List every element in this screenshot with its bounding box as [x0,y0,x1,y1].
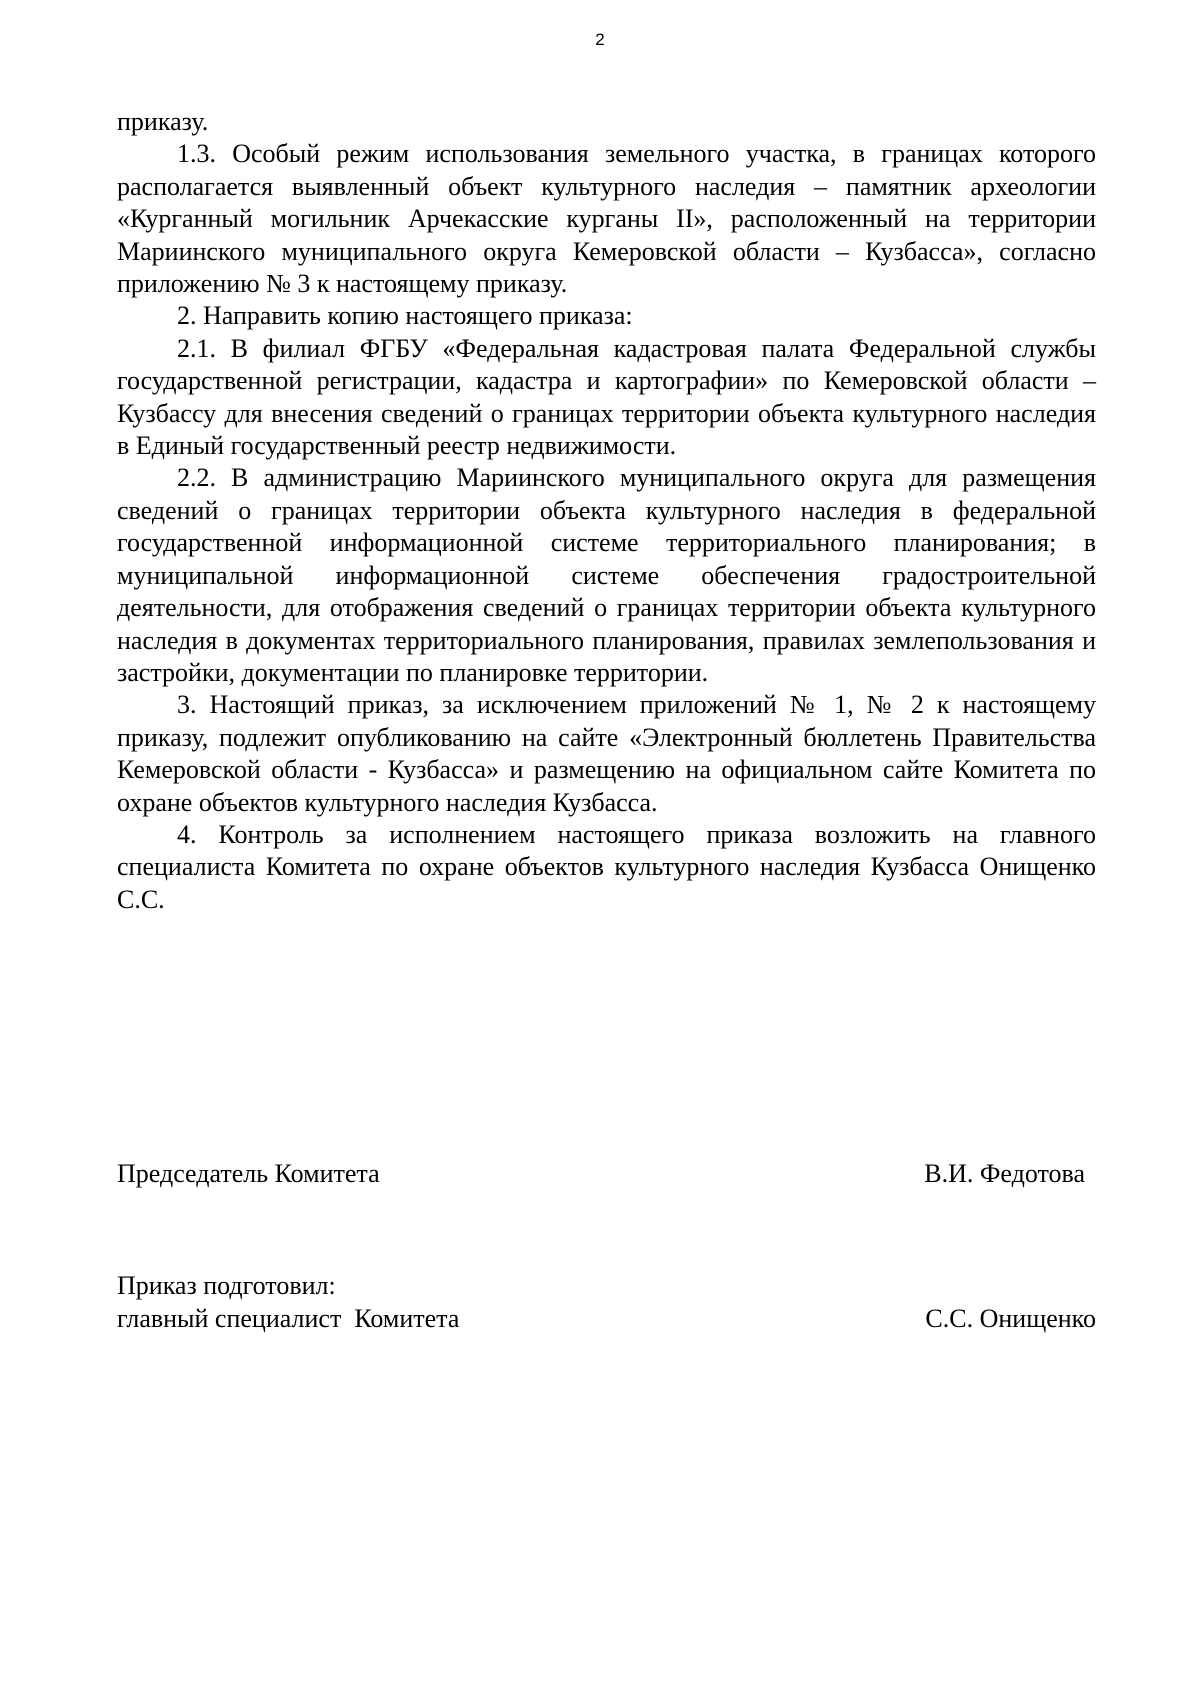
paragraph-2-1: 2.1. В филиал ФГБУ «Федеральная кадастровая палата Федеральной службы государственной регистрации, кадастра и картографии» по Кемеровской области – Кузбассу для внесения сведений о границах территории объекта культурного наследия в Единый государственный реестр недвижимости. [117,333,1096,461]
page-number: 2 [595,30,605,49]
preparer-title: главный специалист Комитета [117,1304,460,1333]
paragraph-2: 2. Направить копию настоящего приказа: [177,301,633,331]
chairman-name: В.И. Федотова [924,1159,1085,1188]
preparer-name: С.С. Онищенко [925,1304,1096,1333]
paragraph-3: 3. Настоящий приказ, за исключением приложений № 1, № 2 к настоящему приказу, подлежит опубликованию на сайте «Электронный бюллетень Правительства Кемеровской области - Кузбасса» и размещению на официальном сайте Комитета по охране объектов культурного наследия Кузбасса. [117,690,1096,817]
paragraph-continuation: приказу. [117,107,209,136]
prepared-by-label: Приказ подготовил: [117,1271,336,1300]
order-body [117,106,1096,916]
paragraph-2-2: 2.2. В администрацию Мариинского муниципального округа для размещения сведений о границах территории объекта культурного наследия в федеральной государственной информационной системе территориального планирования; в муниципальной информационной системе обеспечения градостроительной деятельности, для отображения сведений о границах территории объекта культурного наследия в документах территориального планирования, правилах землепользования и застройки, документации по планировке территории. [117,463,1096,687]
chairman-signature-block [117,1158,1096,1192]
preparer-signature-block [117,1303,1096,1337]
paragraph-4: 4. Контроль за исполнением настоящего приказа возложить на главного специалиста Комитета по охране объектов культурного наследия Кузбасса Онищенко С.С. [117,819,1096,914]
chairman-title: Председатель Комитета [117,1159,380,1188]
paragraph-1-3: 1.3. Особый режим использования земельного участка, в границах которого располагается выявленный объект культурного наследия – памятник археологии «Курганный могильник Арчекасские курганы II», расположенный на территории Мариинского муниципального округа Кемеровской области – Кузбасса», согласно приложению № 3 к настоящему приказу. [117,139,1096,299]
